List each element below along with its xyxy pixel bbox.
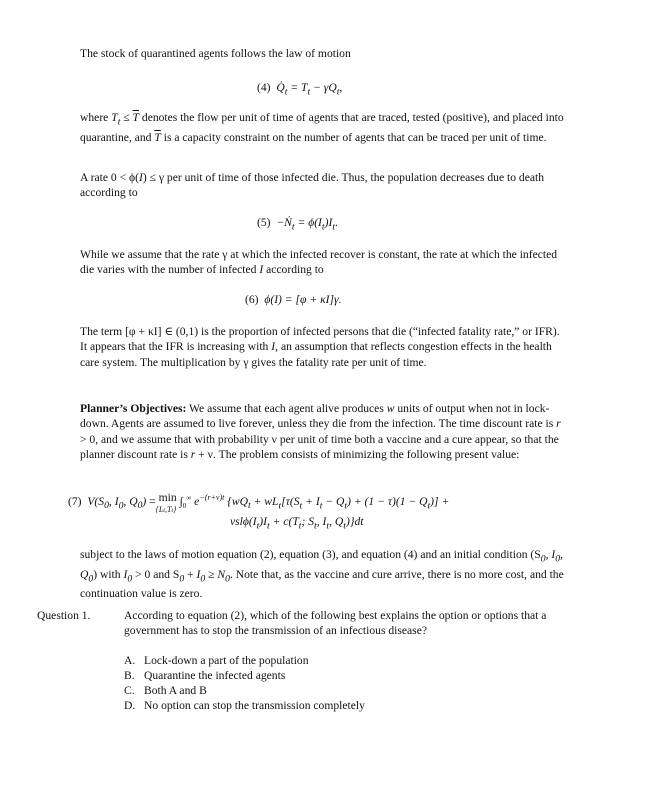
equation-7-line2: $vsl\phi(I_t)I_t + c(T_t$; $S_t$, $I_t$, $Q_t)\}dt$ [230, 515, 364, 532]
eq5-sub: t [332, 221, 336, 233]
subject-paragraph: subject to the laws of motion equation (2), equation (3), and equation (4) and an initial condition ($S_0$, $I_0$, $Q_0$) with $I_0 > 0$ and $S_0 + I_0 \ge N_0$. Note that, as the vaccine and cure arrive, there is no more cost, and the continuation value is zero. [80, 548, 564, 601]
option-letter: A. [124, 654, 136, 667]
min-subscript: {L [155, 505, 164, 514]
eq4-rhs2: − γQ [310, 81, 337, 94]
integral-sign: ∫ [179, 494, 183, 508]
text: units of output when not in lock-down. Agents are assumed to live forever, unless they die from the infection. The time discount rate is [80, 402, 557, 431]
text: + ν. The problem consists of minimizing the following present value: [195, 447, 520, 461]
eq4-rhs: = T [287, 81, 308, 94]
question-label: Question 1. [37, 609, 91, 622]
equation-number: (5) [257, 216, 271, 229]
option-d[interactable] [124, 698, 365, 713]
eq4-tail: , [339, 81, 343, 94]
option-letter: D. [124, 699, 136, 712]
equation-5 [257, 215, 338, 235]
eq4-sub: t [307, 86, 311, 98]
text: , an assumption that reflects congestion effects in the health care system. The multiplication by γ gives the fatality rate per unit of time. [80, 340, 552, 369]
min-operator: min {Lt,Tt} [155, 491, 177, 514]
eq7-line2: vslϕ(I [230, 515, 257, 528]
text: subject to the laws of motion equation (2), equation (3), and equation (4) and an initial condition (S [80, 548, 541, 561]
option-b[interactable] [124, 668, 285, 683]
text: The term [φ + κI] ∈ (0,1) is the proportion of infected persons that die (“infected fatality rate,” or IFR). It appears that the IFR is increasing with [80, 325, 560, 354]
option-text: No option can stop the transmission completely [144, 699, 365, 712]
text: ) ≤ γ per unit of time of those infected die. Thus, the population decreases due to death according to [80, 171, 545, 200]
eq7-lhs-rest: Q [129, 494, 138, 508]
eq4-sub: t [336, 86, 340, 98]
text: . Note that, as the vaccine and cure arrive, there is no more cost, and the continuation value is zero. [80, 567, 564, 601]
text: While we assume that the rate γ at which the infected recover is constant, the rate at which the infected die varies with the number of infected [80, 248, 558, 277]
where-paragraph: where $T_t \le \overline{T}$ denotes the flow per unit of time of agents that are traced, tested (positive), and placed into quarantine, and $\overline{T}$ is a capacity constraint on the number of agents that can be traced per unit of time. [80, 111, 564, 144]
equation-number: (4) [257, 81, 271, 94]
intro-text: The stock of quarantined agents follows the law of motion [80, 47, 351, 60]
text: A rate 0 < ϕ( [80, 171, 139, 184]
option-c[interactable] [124, 683, 207, 698]
eq5-tail: . [335, 216, 338, 229]
text: > 0 and S [132, 567, 180, 581]
planner-paragraph: Planner’s Objectives: We assume that each agent alive produces w units of output when not in lock-down. Agents are assumed to live forever, unless they die from the infection. The time discount rate is r > 0, and we assume that with probability ν per unit of time both a vaccine and a cure appear, so that the planner discount rate is r + ν. The problem consists of minimizing the following present value: [80, 402, 561, 461]
option-a[interactable] [124, 653, 309, 668]
exp-power: −(r+ν)t [199, 493, 225, 502]
equation-number: (6) [245, 293, 259, 306]
eq7-line1: {wQ [227, 494, 248, 508]
eq5-mid2: )I [324, 216, 333, 229]
eq5-lhs: −Ṅ [276, 216, 292, 229]
option-text: Both A and B [144, 684, 207, 697]
equation-6 [245, 292, 341, 308]
option-letter: C. [124, 684, 135, 697]
eq4-lhs: Q̇ [276, 81, 285, 94]
integral-lower: 0 [182, 502, 187, 511]
option-letter: B. [124, 669, 135, 682]
integral-upper: ∞ [186, 494, 192, 502]
eq5-sub: t [291, 221, 295, 233]
text: where [80, 111, 112, 124]
equation-4 [257, 80, 342, 100]
eq6-body: ϕ(I) = [φ + κI]γ. [264, 293, 342, 306]
while-paragraph: While we assume that the rate γ at which the infected recover is constant, the rate at which the infected die varies with the number of infected I according to [80, 248, 558, 277]
text: denotes the flow per unit of time of agents that are traced, tested (positive), and placed into quarantine, and [80, 111, 564, 144]
term-paragraph: The term [φ + κI] ∈ (0,1) is the proportion of infected persons that die (“infected fatality rate,” or IFR). It appears that the IFR is increasing with I, an assumption that reflects congestion effects in the health care system. The multiplication by γ gives the fatality rate per unit of time. [80, 325, 560, 369]
rate-paragraph: A rate 0 < ϕ(I) ≤ γ per unit of time of those infected die. Thus, the population decreases due to death according to [80, 171, 545, 200]
exp-base: e [194, 494, 200, 508]
planner-heading: Planner’s Objectives: [80, 402, 187, 415]
text: is a capacity constraint on the number of agents that can be traced per unit of time. [160, 130, 547, 144]
eq4-sub: t [284, 86, 288, 98]
eq7-lhs: V(S [87, 494, 105, 508]
eq5-mid: = ϕ(I [294, 216, 322, 229]
question-text: According to equation (2), which of the following best explains the option or options that a government has to stop the transmission of an infectious disease? [124, 609, 547, 638]
text: > 0, and we assume that with probability ν per unit of time both a vaccine and a cure appear, so that the planner discount rate is [80, 432, 559, 461]
option-text: Lock-down a part of the population [144, 654, 309, 667]
text: We assume that each agent alive produces [186, 402, 387, 415]
equation-number: (7) [68, 494, 82, 508]
text: according to [263, 263, 324, 277]
intro-paragraph [80, 46, 565, 61]
equation-7-line1: (7) $V(S_0$, $I_0$, $Q_0) = \min$ {Lt,Tt} $\int_0^\infty$ $e^{-(r+\nu)t}$ {$wQ_t + wL_t[\tau(S_t + I_t - Q_t) + (1 - \tau)(1 - Q_t)]$ + [68, 491, 450, 514]
min-label: min [158, 491, 177, 504]
option-text: Quarantine the infected agents [144, 669, 286, 682]
eq5-sub: t [321, 221, 325, 233]
